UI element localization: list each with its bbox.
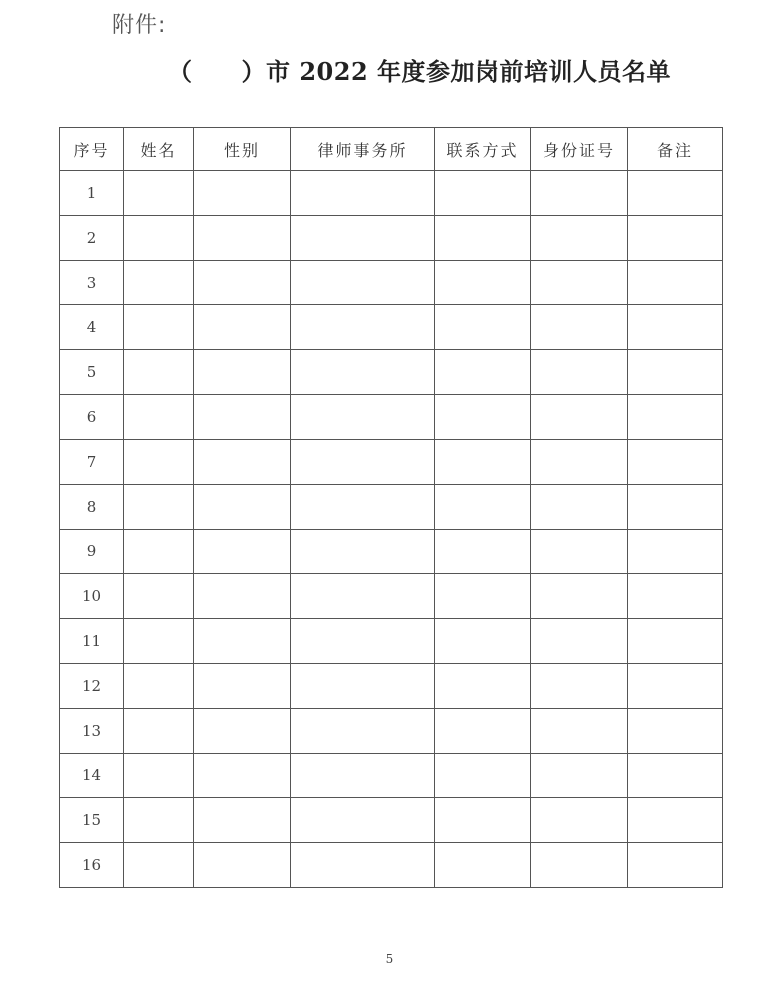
gender-cell <box>194 350 291 395</box>
remarks-cell <box>628 619 723 664</box>
contact-cell <box>435 439 531 484</box>
gender-cell <box>194 843 291 888</box>
attachment-label: 附件: <box>112 13 167 38</box>
name-cell <box>124 439 194 484</box>
row-serial-number: 15 <box>60 798 124 843</box>
gender-cell <box>194 798 291 843</box>
law-firm-cell <box>291 350 435 395</box>
name-cell <box>124 798 194 843</box>
name-cell <box>124 843 194 888</box>
name-cell <box>124 484 194 529</box>
row-serial-number: 16 <box>60 843 124 888</box>
law-firm-cell <box>291 843 435 888</box>
id-number-cell <box>531 439 628 484</box>
law-firm-cell <box>291 753 435 798</box>
header-id-number: 身份证号 <box>531 128 628 171</box>
contact-cell <box>435 215 531 260</box>
law-firm-cell <box>291 798 435 843</box>
table-row <box>60 395 723 440</box>
name-cell <box>124 350 194 395</box>
law-firm-cell <box>291 171 435 216</box>
gender-cell <box>194 529 291 574</box>
row-serial-number: 9 <box>60 529 124 574</box>
gender-cell <box>194 305 291 350</box>
page-number: 5 <box>385 952 394 966</box>
row-serial-number: 7 <box>60 439 124 484</box>
name-cell <box>124 260 194 305</box>
gender-cell <box>194 619 291 664</box>
law-firm-cell <box>291 215 435 260</box>
table-header-row <box>60 128 723 171</box>
table-row <box>60 484 723 529</box>
table-row <box>60 260 723 305</box>
row-serial-number: 14 <box>60 753 124 798</box>
gender-cell <box>194 708 291 753</box>
table-row <box>60 305 723 350</box>
roster-table <box>59 127 723 888</box>
name-cell <box>124 574 194 619</box>
table-row <box>60 843 723 888</box>
law-firm-cell <box>291 663 435 708</box>
remarks-cell <box>628 663 723 708</box>
table-row <box>60 350 723 395</box>
remarks-cell <box>628 484 723 529</box>
row-serial-number: 6 <box>60 395 124 440</box>
name-cell <box>124 708 194 753</box>
header-gender: 性别 <box>194 128 291 171</box>
remarks-cell <box>628 171 723 216</box>
law-firm-cell <box>291 395 435 440</box>
id-number-cell <box>531 529 628 574</box>
header-name: 姓名 <box>124 128 194 171</box>
gender-cell <box>194 753 291 798</box>
remarks-cell <box>628 215 723 260</box>
header-contact: 联系方式 <box>435 128 531 171</box>
law-firm-cell <box>291 439 435 484</box>
contact-cell <box>435 843 531 888</box>
contact-cell <box>435 171 531 216</box>
id-number-cell <box>531 798 628 843</box>
table-row <box>60 439 723 484</box>
id-number-cell <box>531 708 628 753</box>
remarks-cell <box>628 843 723 888</box>
remarks-cell <box>628 439 723 484</box>
id-number-cell <box>531 663 628 708</box>
law-firm-cell <box>291 305 435 350</box>
name-cell <box>124 619 194 664</box>
document-title: （ ）市 2022 年度参加岗前培训人员名单 <box>168 57 672 86</box>
table-row <box>60 798 723 843</box>
contact-cell <box>435 260 531 305</box>
gender-cell <box>194 574 291 619</box>
id-number-cell <box>531 305 628 350</box>
gender-cell <box>194 171 291 216</box>
id-number-cell <box>531 843 628 888</box>
row-serial-number: 2 <box>60 215 124 260</box>
law-firm-cell <box>291 708 435 753</box>
contact-cell <box>435 753 531 798</box>
remarks-cell <box>628 305 723 350</box>
remarks-cell <box>628 529 723 574</box>
gender-cell <box>194 663 291 708</box>
name-cell <box>124 753 194 798</box>
law-firm-cell <box>291 574 435 619</box>
contact-cell <box>435 708 531 753</box>
gender-cell <box>194 260 291 305</box>
law-firm-cell <box>291 529 435 574</box>
row-serial-number: 8 <box>60 484 124 529</box>
row-serial-number: 4 <box>60 305 124 350</box>
remarks-cell <box>628 798 723 843</box>
contact-cell <box>435 529 531 574</box>
id-number-cell <box>531 171 628 216</box>
name-cell <box>124 215 194 260</box>
contact-cell <box>435 305 531 350</box>
table-row <box>60 574 723 619</box>
remarks-cell <box>628 574 723 619</box>
name-cell <box>124 305 194 350</box>
row-serial-number: 1 <box>60 171 124 216</box>
remarks-cell <box>628 260 723 305</box>
gender-cell <box>194 395 291 440</box>
gender-cell <box>194 215 291 260</box>
contact-cell <box>435 663 531 708</box>
contact-cell <box>435 350 531 395</box>
remarks-cell <box>628 395 723 440</box>
name-cell <box>124 663 194 708</box>
contact-cell <box>435 619 531 664</box>
row-serial-number: 13 <box>60 708 124 753</box>
contact-cell <box>435 484 531 529</box>
row-serial-number: 3 <box>60 260 124 305</box>
table-row <box>60 663 723 708</box>
table-row <box>60 619 723 664</box>
id-number-cell <box>531 215 628 260</box>
contact-cell <box>435 798 531 843</box>
table-row <box>60 529 723 574</box>
row-serial-number: 11 <box>60 619 124 664</box>
header-remarks: 备注 <box>628 128 723 171</box>
id-number-cell <box>531 350 628 395</box>
table-row <box>60 753 723 798</box>
table-row <box>60 708 723 753</box>
gender-cell <box>194 439 291 484</box>
id-number-cell <box>531 574 628 619</box>
name-cell <box>124 529 194 574</box>
gender-cell <box>194 484 291 529</box>
law-firm-cell <box>291 484 435 529</box>
remarks-cell <box>628 753 723 798</box>
table-row <box>60 215 723 260</box>
row-serial-number: 10 <box>60 574 124 619</box>
name-cell <box>124 395 194 440</box>
id-number-cell <box>531 395 628 440</box>
row-serial-number: 12 <box>60 663 124 708</box>
header-law-firm: 律师事务所 <box>291 128 435 171</box>
table-row <box>60 171 723 216</box>
name-cell <box>124 171 194 216</box>
law-firm-cell <box>291 260 435 305</box>
id-number-cell <box>531 619 628 664</box>
remarks-cell <box>628 708 723 753</box>
law-firm-cell <box>291 619 435 664</box>
id-number-cell <box>531 753 628 798</box>
id-number-cell <box>531 484 628 529</box>
remarks-cell <box>628 350 723 395</box>
contact-cell <box>435 395 531 440</box>
contact-cell <box>435 574 531 619</box>
row-serial-number: 5 <box>60 350 124 395</box>
id-number-cell <box>531 260 628 305</box>
header-serial-number: 序号 <box>60 128 124 171</box>
